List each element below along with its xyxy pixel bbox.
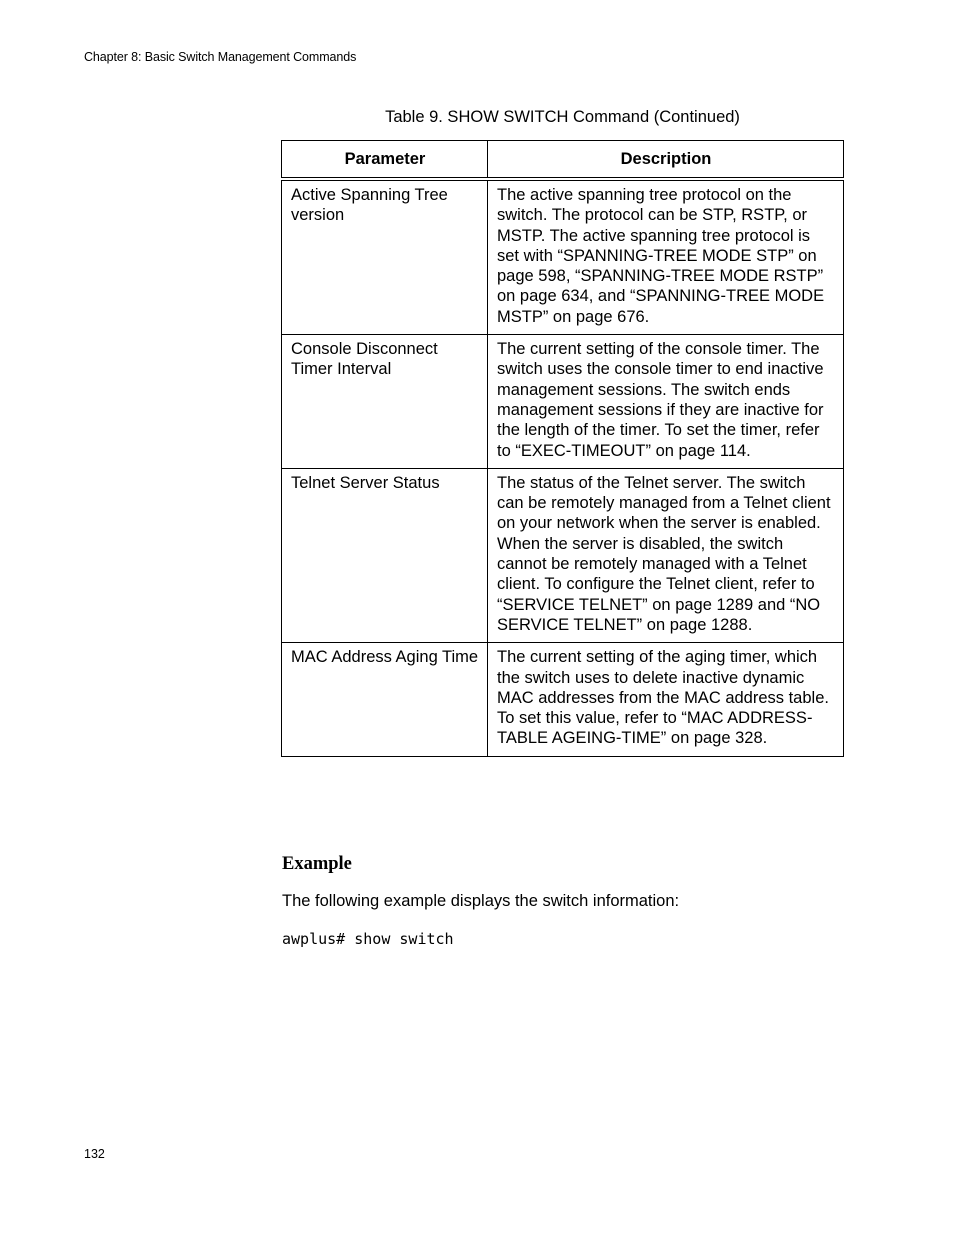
column-header-description: Description	[488, 141, 844, 180]
example-command: awplus# show switch	[282, 930, 454, 948]
description-cell: The active spanning tree protocol on the switch. The protocol can be STP, RSTP, or MSTP. The active spanning tree protocol is set with “SPANNING-TREE MODE STP” on page 598, “SPANNING-TREE MODE RSTP” on page 634, and “SPANNING-TREE MODE MSTP” on page 676.	[488, 179, 844, 335]
show-switch-table	[281, 140, 844, 757]
table-caption: Table 9. SHOW SWITCH Command (Continued)	[385, 108, 740, 126]
description-cell: The current setting of the console timer. The switch uses the console timer to end inactive management sessions. The switch ends management sessions if they are inactive for the length of the timer. To set the timer, refer to “EXEC-TIMEOUT” on page 114.	[488, 335, 844, 469]
example-intro: The following example displays the switch information:	[282, 892, 680, 910]
page-number: 132	[84, 1147, 105, 1161]
description-cell: The current setting of the aging timer, which the switch uses to delete inactive dynamic MAC addresses from the MAC address table. To set this value, refer to “MAC ADDRESS-TABLE AGEING-TIME” on page 328.	[488, 643, 844, 756]
parameter-cell: Active Spanning Tree version	[282, 179, 488, 335]
running-header: Chapter 8: Basic Switch Management Commands	[84, 50, 357, 64]
column-header-parameter: Parameter	[282, 141, 488, 180]
table-row	[282, 335, 844, 469]
table-row	[282, 643, 844, 756]
parameter-cell: MAC Address Aging Time	[282, 643, 488, 756]
example-heading: Example	[282, 854, 352, 874]
table-header-row	[282, 141, 844, 180]
table-row	[282, 468, 844, 642]
parameter-cell: Console Disconnect Timer Interval	[282, 335, 488, 469]
parameter-cell: Telnet Server Status	[282, 468, 488, 642]
description-cell: The status of the Telnet server. The switch can be remotely managed from a Telnet client on your network when the server is enabled. When the server is disabled, the switch cannot be remotely managed with a Telnet client. To configure the Telnet client, refer to “SERVICE TELNET” on page 1289 and “NO SERVICE TELNET” on page 1288.	[488, 468, 844, 642]
table-row	[282, 179, 844, 335]
